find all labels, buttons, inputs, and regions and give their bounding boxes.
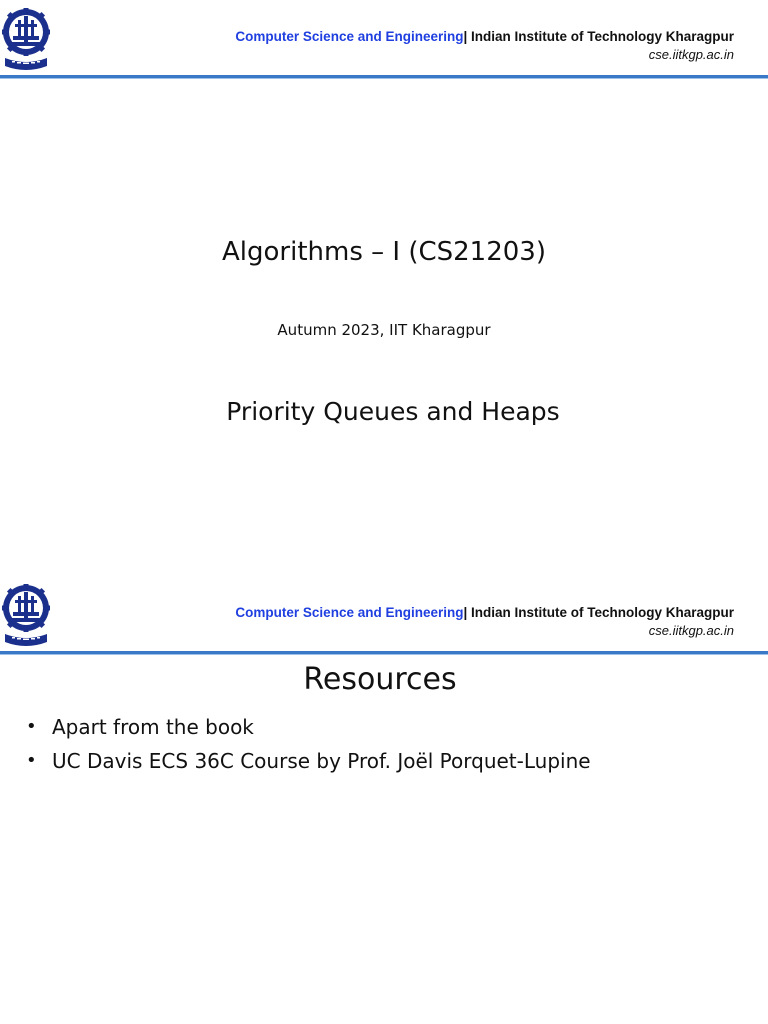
bullet-icon: • (26, 750, 37, 771)
slide-title: Resources (303, 662, 457, 697)
header-affiliation (235, 29, 734, 45)
resources-slide (0, 576, 768, 1024)
list-item (26, 744, 591, 778)
iit-kharagpur-logo-icon (1, 2, 51, 76)
department-name: Computer Science and Engineering (235, 29, 464, 44)
institute-name: | Indian Institute of Technology Kharagpur (463, 29, 734, 44)
list-item-text: UC Davis ECS 36C Course by Prof. Joël Porquet-Lupine (52, 749, 591, 773)
list-item-text: Apart from the book (52, 715, 254, 739)
slide-header (0, 576, 768, 654)
slide-header (0, 0, 768, 78)
website-url: cse.iitkgp.ac.in (648, 623, 734, 638)
list-item (26, 710, 591, 744)
header-affiliation (235, 605, 734, 621)
bullet-icon: • (26, 716, 37, 737)
institute-name: | Indian Institute of Technology Kharagpur (463, 605, 734, 620)
lecture-topic: Priority Queues and Heaps (226, 397, 560, 426)
header-divider-shadow (0, 654, 768, 655)
course-term: Autumn 2023, IIT Kharagpur (277, 321, 491, 339)
iit-kharagpur-logo-icon (1, 578, 51, 652)
header-divider-shadow (0, 78, 768, 79)
course-title: Algorithms – I (CS21203) (222, 237, 546, 267)
website-url: cse.iitkgp.ac.in (648, 47, 734, 62)
department-name: Computer Science and Engineering (235, 605, 464, 620)
resources-list (26, 710, 591, 778)
